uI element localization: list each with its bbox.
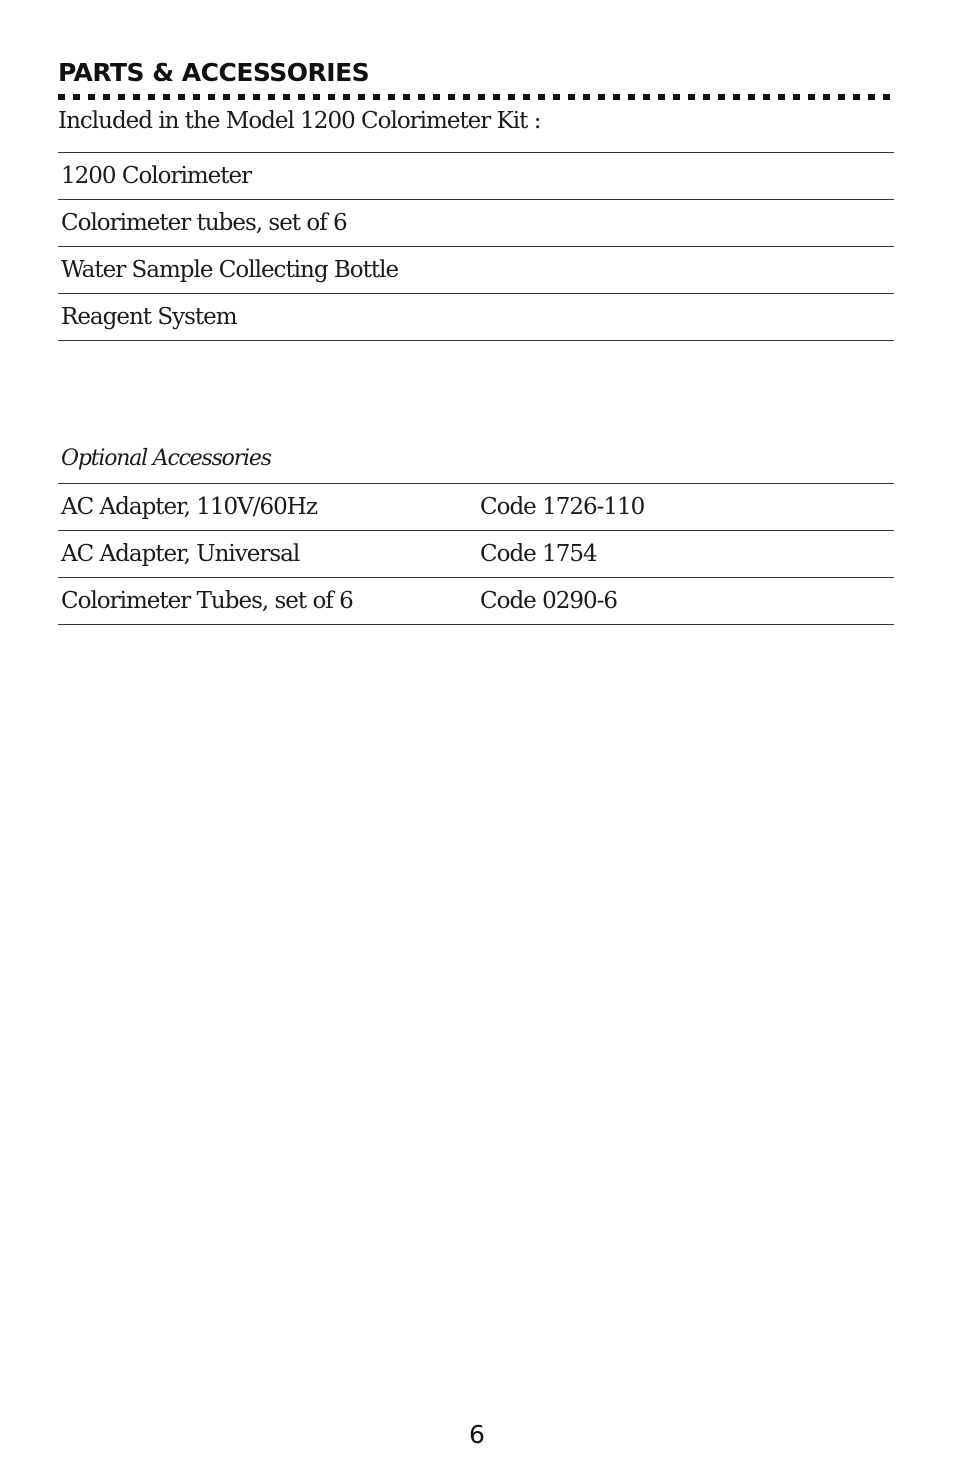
included-item: 1200 Colorimeter (61, 163, 252, 189)
section-heading: PARTS & ACCESSORIES (58, 58, 370, 87)
accessory-name: AC Adapter, Universal (61, 541, 300, 567)
accessory-code: Code 1726-110 (480, 494, 645, 520)
accessory-name: Colorimeter Tubes, set of 6 (61, 588, 353, 614)
accessory-name: AC Adapter, 110V/60Hz (61, 494, 317, 520)
table-row (58, 153, 894, 200)
optional-accessories-title: Optional Accessories (61, 446, 271, 471)
table-row (58, 578, 894, 625)
accessory-code: Code 0290-6 (480, 588, 618, 614)
included-item: Colorimeter tubes, set of 6 (61, 210, 347, 236)
table-row (58, 200, 894, 247)
included-items-table (58, 152, 894, 341)
accessory-code: Code 1754 (480, 541, 597, 567)
optional-accessories-table (58, 483, 894, 625)
dotted-divider (58, 94, 894, 100)
table-row (58, 531, 894, 578)
included-item: Water Sample Collecting Bottle (61, 257, 399, 283)
table-row (58, 294, 894, 341)
included-item: Reagent System (61, 304, 237, 330)
table-row (58, 247, 894, 294)
kit-intro-text: Included in the Model 1200 Colorimeter Kit : (58, 108, 541, 134)
page-number: 6 (469, 1420, 485, 1449)
table-row (58, 484, 894, 531)
